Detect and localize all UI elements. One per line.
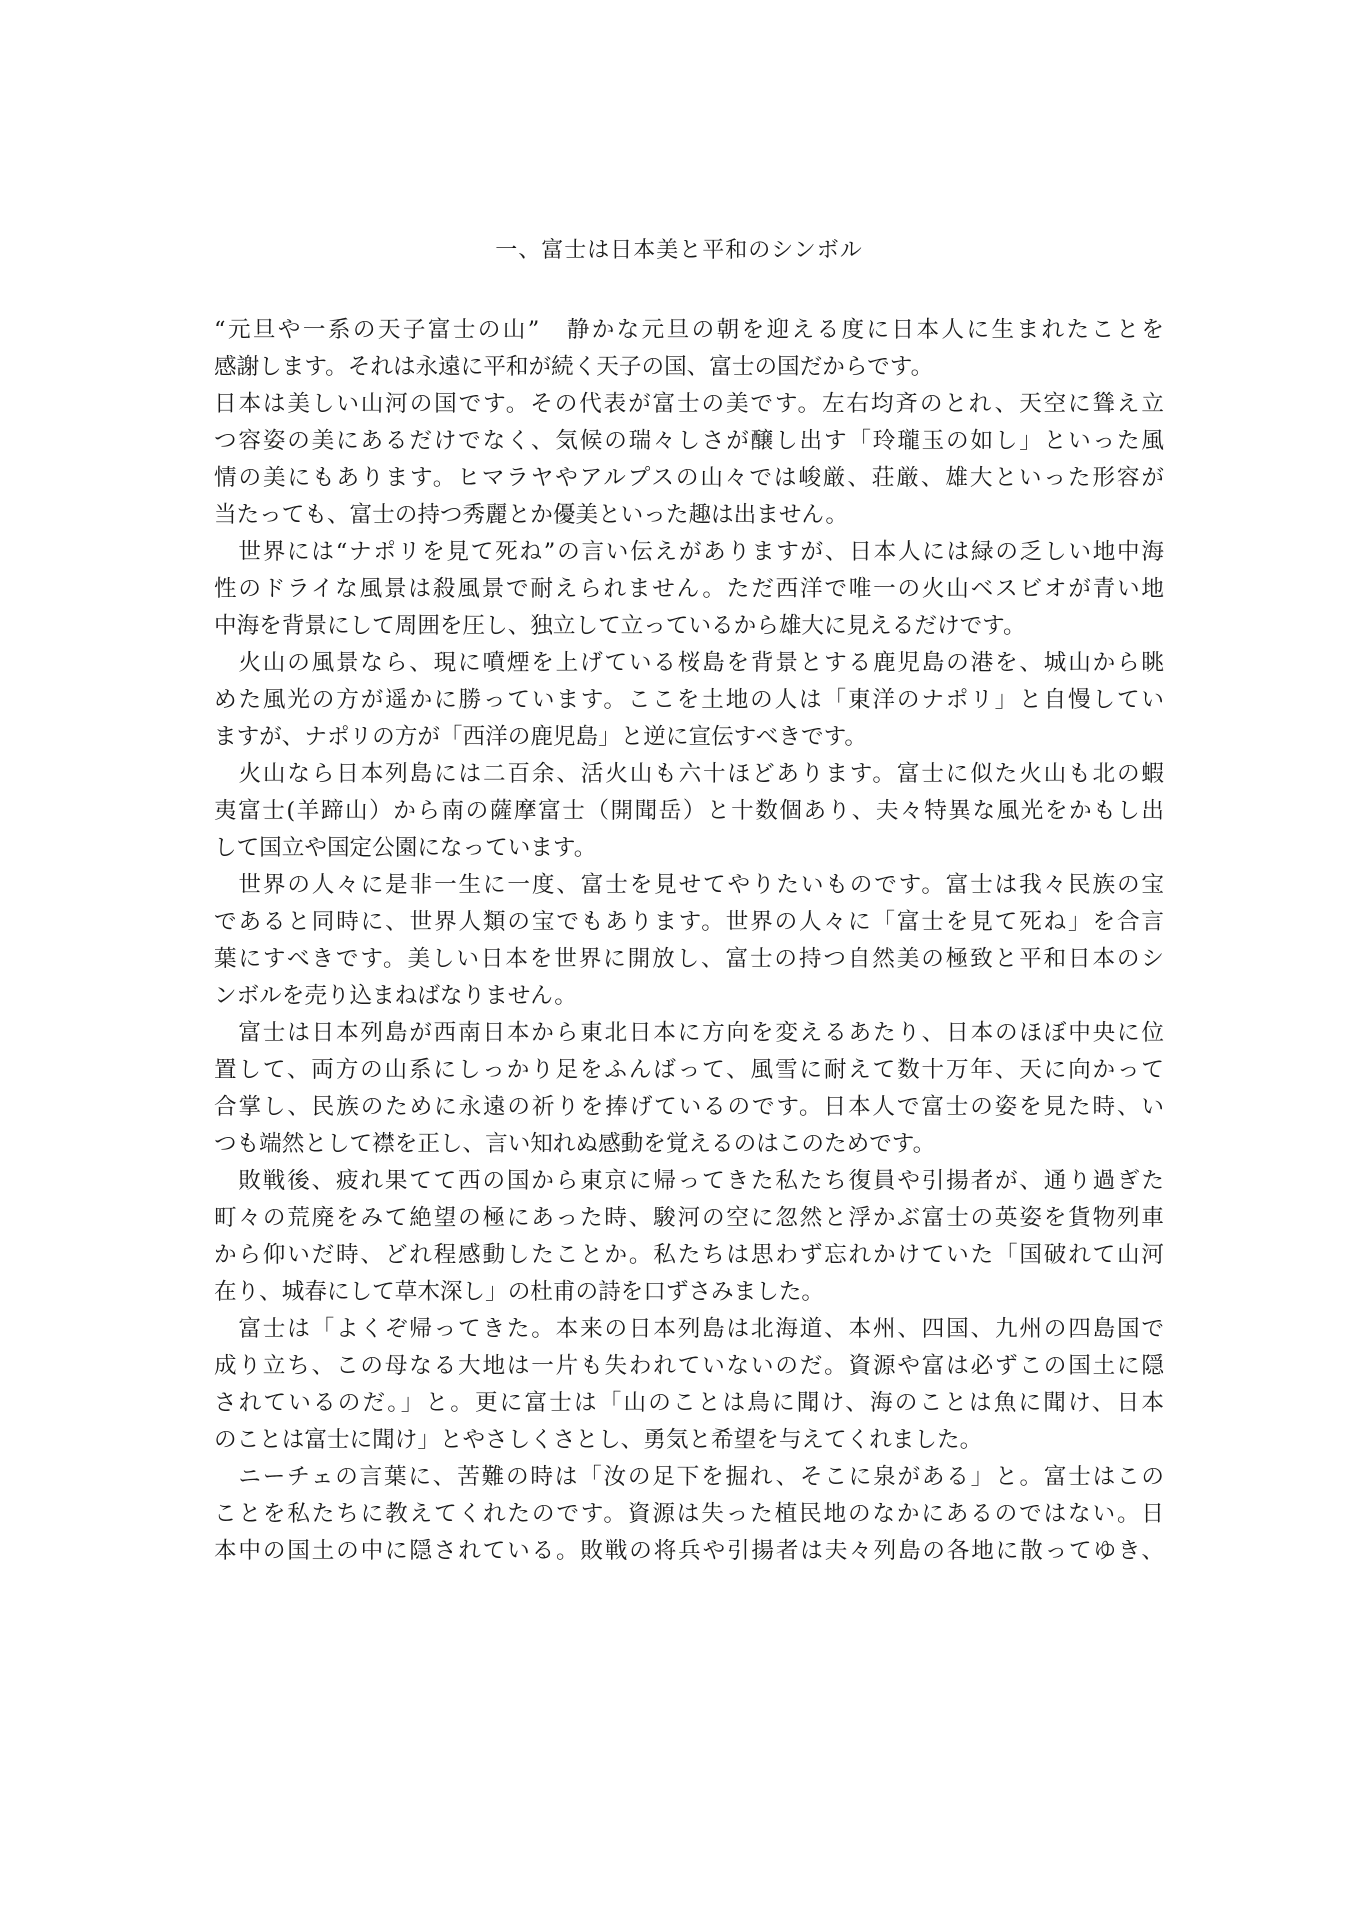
text-line: ますが、ナポリの方が「西洋の鹿児島」と逆に宣伝すべきです。	[214, 724, 867, 750]
text-line: 合掌し、民族のために永遠の祈りを捧げているのです。日本人で富士の姿を見た時、い	[214, 1094, 1164, 1120]
page-title: 一、富士は日本美と平和のシンボル	[495, 238, 863, 263]
text-line: 置して、両方の山系にしっかり足をふんばって、風雪に耐えて数十万年、天に向かって	[214, 1057, 1164, 1083]
text-line: 火山なら日本列島には二百余、活火山も六十ほどあります。富士に似た火山も北の蝦	[214, 761, 1164, 787]
text-line: のことは富士に聞け」とやさしくさとし、勇気と希望を与えてくれました。	[214, 1427, 983, 1453]
text-line: して国立や国定公園になっています。	[214, 835, 597, 861]
text-line: 火山の風景なら、現に噴煙を上げている桜島を背景とする鹿児島の港を、城山から眺	[214, 650, 1164, 676]
text-line: 中海を背景にして周囲を圧し、独立して立っているから雄大に見えるだけです。	[214, 613, 1026, 639]
text-line: 本中の国土の中に隠されている。敗戦の将兵や引揚者は夫々列島の各地に散ってゆき、	[214, 1538, 1164, 1564]
text-line: されているのだ。」と。更に富士は「山のことは鳥に聞け、海のことは魚に聞け、日本	[214, 1390, 1164, 1416]
text-line: ニーチェの言葉に、苦難の時は「汝の足下を掘れ、そこに泉がある」と。富士はこの	[214, 1464, 1164, 1490]
text-line: 在り、城春にして草木深し」の杜甫の詩を口ずさみました。	[214, 1279, 825, 1305]
text-line: 成り立ち、この母なる大地は一片も失われていないのだ。資源や富は必ずこの国土に隠	[214, 1353, 1164, 1379]
text-line: 当たっても、富士の持つ秀麗とか優美といった趣は出ません。	[214, 502, 848, 528]
text-line: 葉にすべきです。美しい日本を世界に開放し、富士の持つ自然美の極致と平和日本のシ	[214, 946, 1164, 972]
text-line: 夷富士(羊蹄山）から南の薩摩富士（開聞岳）と十数個あり、夫々特異な風光をかもし出	[214, 798, 1164, 824]
text-line: 富士は「よくぞ帰ってきた。本来の日本列島は北海道、本州、四国、九州の四島国で	[214, 1316, 1164, 1342]
text-line: 性のドライな風景は殺風景で耐えられません。ただ西洋で唯一の火山ベスビオが青い地	[214, 576, 1164, 602]
text-line: つ容姿の美にあるだけでなく、気候の瑞々しさが醸し出す「玲瓏玉の如し」といった風	[214, 428, 1164, 454]
text-line: であると同時に、世界人類の宝でもあります。世界の人々に「富士を見て死ね」を合言	[214, 909, 1164, 935]
text-line: 情の美にもあります。ヒマラヤやアルプスの山々では峻厳、荘厳、雄大といった形容が	[214, 465, 1164, 491]
text-line: つも端然として襟を正し、言い知れぬ感動を覚えるのはこのためです。	[214, 1131, 936, 1157]
text-line: 富士は日本列島が西南日本から東北日本に方向を変えるあたり、日本のほぼ中央に位	[214, 1020, 1164, 1046]
text-line: 日本は美しい山河の国です。その代表が富士の美です。左右均斉のとれ、天空に聳え立	[214, 391, 1164, 417]
text-line: 世界には“ナポリを見て死ね”の言い伝えがありますが、日本人には緑の乏しい地中海	[214, 539, 1164, 565]
text-line: ことを私たちに教えてくれたのです。資源は失った植民地のなかにあるのではない。日	[214, 1501, 1164, 1527]
text-line: 感謝します。それは永遠に平和が続く天子の国、富士の国だからです。	[214, 354, 934, 380]
text-line: めた風光の方が遥かに勝っています。ここを土地の人は「東洋のナポリ」と自慢してい	[214, 687, 1164, 713]
body-text	[214, 312, 1164, 1570]
text-line: から仰いだ時、どれ程感動したことか。私たちは思わず忘れかけていた「国破れて山河	[214, 1242, 1164, 1268]
text-line: 世界の人々に是非一生に一度、富士を見せてやりたいものです。富士は我々民族の宝	[214, 872, 1164, 898]
text-line: 敗戦後、疲れ果てて西の国から東京に帰ってきた私たち復員や引揚者が、通り過ぎた	[214, 1168, 1164, 1194]
text-line: ンボルを売り込まねばなりません。	[214, 983, 577, 1009]
text-line: 町々の荒廃をみて絶望の極にあった時、駿河の空に忽然と浮かぶ富士の英姿を貨物列車	[214, 1205, 1164, 1231]
text-line: “元旦や一系の天子富士の山” 静かな元旦の朝を迎える度に日本人に生まれたことを	[214, 317, 1164, 343]
